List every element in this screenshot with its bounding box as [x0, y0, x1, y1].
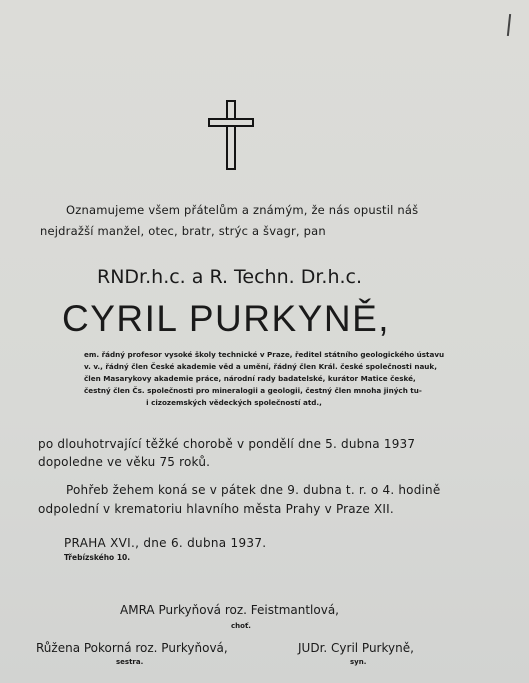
street-address: Třebízského 10.: [64, 553, 131, 562]
signatory-name: Růžena Pokorná roz. Purkyňová,: [36, 641, 228, 655]
bio-line: i cizozemských vědeckých společností atd.,: [146, 398, 322, 407]
place-date: PRAHA XVI., dne 6. dubna 1937.: [64, 536, 267, 550]
bio-line: em. řádný profesor vysoké školy technické v Praze, ředitel státního geologického ústavu: [84, 350, 445, 359]
academic-degree: RNDr.h.c. a R. Techn. Dr.h.c.: [97, 266, 363, 288]
signatory-relation: syn.: [350, 658, 367, 666]
signatory-name: JUDr. Cyril Purkyně,: [298, 641, 414, 655]
intro-line-2: nejdražší manžel, otec, bratr, strýc a švagr, pan: [40, 224, 326, 238]
signatory-relation: sestra.: [116, 658, 144, 666]
deceased-name: CYRIL PURKYNĚ,: [62, 298, 391, 339]
funeral-line-2: odpolední v krematoriu hlavního města Prahy v Praze XII.: [38, 502, 394, 516]
death-line-1: po dlouhotrvající těžké chorobě v pondělí dne 5. dubna 1937: [38, 437, 416, 451]
bio-line: čestný člen Čs. společnosti pro mineralogii a geologii, čestný člen mnoha jiných tu-: [84, 386, 422, 395]
funeral-line-1: Pohřeb žehem koná se v pátek dne 9. dubna t. r. o 4. hodině: [66, 483, 441, 497]
edge-mark: [507, 14, 511, 36]
death-line-2: dopoledne ve věku 75 roků.: [38, 455, 211, 469]
bio-line: člen Masarykovy akademie práce, národní rady badatelské, kurátor Matice české,: [84, 374, 416, 383]
cross-icon: [206, 100, 256, 170]
bio-line: v. v., řádný člen České akademie věd a umění, řádný člen Král. české společnosti nauk,: [84, 362, 437, 371]
signatory-relation: choť.: [231, 622, 251, 630]
intro-line-1: Oznamujeme všem přátelům a známým, že nás opustil náš: [66, 203, 419, 217]
signatory-name: AMRA Purkyňová roz. Feistmantlová,: [120, 603, 339, 617]
